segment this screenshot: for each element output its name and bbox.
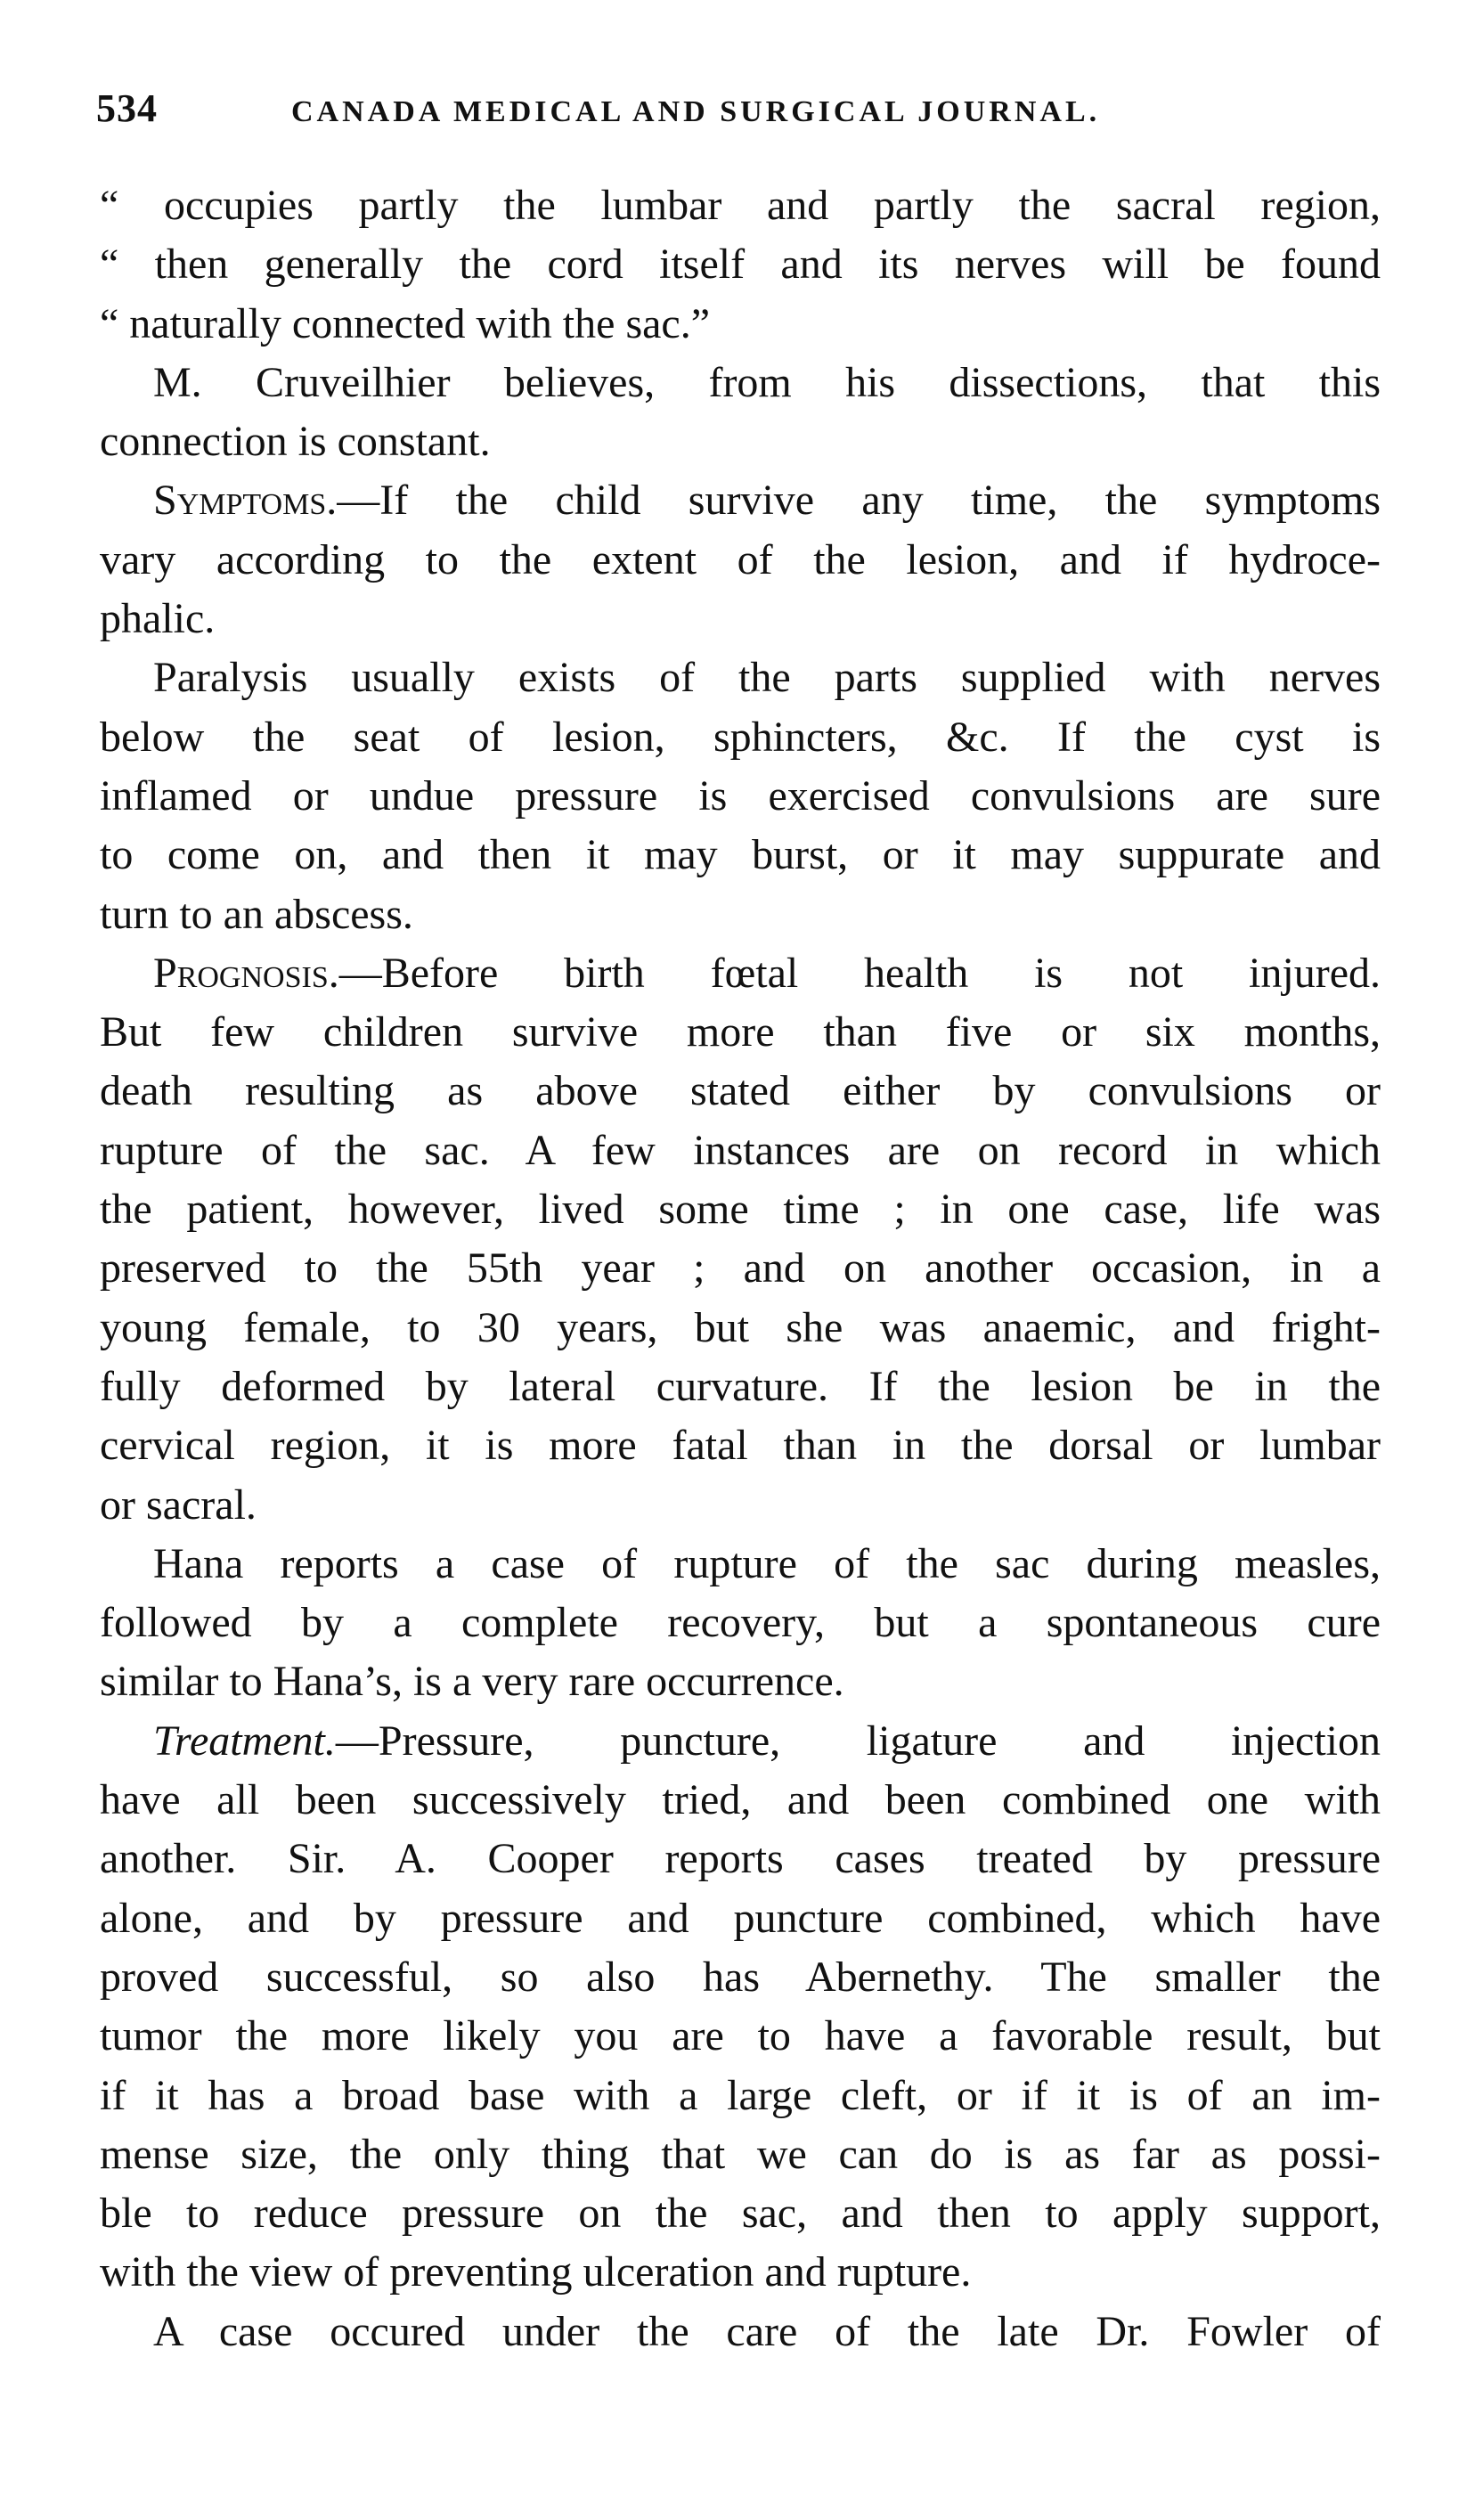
page-header	[96, 86, 1379, 139]
text-line: “ naturally connected with the sac.”	[100, 299, 711, 347]
text-line: rupture of the sac. A few instances are on record in which	[100, 1126, 1381, 1174]
text-line: with the view of preventing ulceration and rupture.	[100, 2248, 972, 2296]
text-line: to come on, and then it may burst, or it may suppurate and	[100, 831, 1381, 879]
text-line	[100, 471, 1381, 530]
page-number: 534	[96, 86, 158, 130]
paragraph-cruveilhier	[100, 354, 1381, 472]
text-line: mense size, the only thing that we can do is as far as possi-	[100, 2130, 1381, 2178]
text-line: Hana reports a case of rupture of the sac during measles,	[153, 1539, 1381, 1587]
paragraph-quotation	[100, 176, 1381, 354]
paragraph-treatment	[100, 1712, 1381, 2303]
text-line: followed by a complete recovery, but a spontaneous cure	[100, 1599, 1381, 1647]
text-line: “ then generally the cord itself and its nerves will be found	[100, 241, 1381, 289]
text-line: turn to an abscess.	[100, 890, 413, 938]
text-line: preserved to the 55th year ; and on another occasion, in a	[100, 1244, 1381, 1293]
text-line: death resulting as above stated either by convulsions or	[100, 1067, 1381, 1115]
text-line: proved successful, so also has Abernethy. The smaller the	[100, 1953, 1381, 2001]
text-line: ble to reduce pressure on the sac, and then to apply support,	[100, 2190, 1381, 2238]
text-line: have all been successively tried, and been combined one with	[100, 1776, 1381, 1824]
text-line: connection is constant.	[100, 418, 491, 466]
text-line: if it has a broad base with a large cleft, or if it is of an im-	[100, 2071, 1381, 2119]
text-line: phalic.	[100, 595, 216, 643]
text-line: another. Sir. A. Cooper reports cases treated by pressure	[100, 1835, 1381, 1883]
text-line: fully deformed by lateral curvature. If the lesion be in the	[100, 1362, 1381, 1410]
text-run: —If the child survive any time, the symptoms	[337, 477, 1381, 525]
text-line: M. Cruveilhier believes, from his dissections, that this	[153, 358, 1381, 406]
section-heading-prognosis: Prognosis.	[153, 949, 339, 997]
text-line: A case occured under the care of the late Dr. Fowler of	[153, 2307, 1381, 2355]
text-run: —Pressure, puncture, ligature and injection	[335, 1717, 1381, 1765]
text-line: or sacral.	[100, 1480, 257, 1529]
paragraph-symptoms	[100, 471, 1381, 648]
body-text	[100, 176, 1381, 2361]
paragraph-case	[100, 2303, 1381, 2361]
text-line: But few children survive more than five or six months,	[100, 1008, 1381, 1056]
text-line	[100, 1712, 1381, 1771]
paragraph-hana	[100, 1535, 1381, 1712]
text-run: —Before birth fœtal health is not injured.	[338, 949, 1381, 997]
section-heading-symptoms: Symptoms.	[153, 477, 338, 525]
text-line: inflamed or undue pressure is exercised convulsions are sure	[100, 771, 1381, 820]
text-line: cervical region, it is more fatal than in the dorsal or lumbar	[100, 1422, 1381, 1470]
text-line: the patient, however, lived some time ; in one case, life was	[100, 1186, 1381, 1234]
text-line: “ occupies partly the lumbar and partly the sacral region,	[100, 182, 1381, 229]
paragraph-paralysis	[100, 648, 1381, 943]
text-line	[100, 944, 1381, 1003]
text-line: below the seat of lesion, sphincters, &c. If the cyst is	[100, 713, 1381, 761]
text-line: vary according to the extent of the lesion, and if hydroce-	[100, 535, 1381, 583]
text-line: young female, to 30 years, but she was anaemic, and fright-	[100, 1303, 1381, 1351]
text-line: similar to Hana’s, is a very rare occurrence.	[100, 1658, 844, 1706]
running-head: CANADA MEDICAL AND SURGICAL JOURNAL.	[291, 95, 1101, 128]
section-heading-treatment: Treatment.	[153, 1717, 336, 1765]
paragraph-prognosis	[100, 944, 1381, 1535]
text-line: alone, and by pressure and puncture combined, which have	[100, 1894, 1381, 1942]
text-line: tumor the more likely you are to have a favorable result, but	[100, 2012, 1381, 2060]
text-line: Paralysis usually exists of the parts supplied with nerves	[153, 654, 1381, 702]
